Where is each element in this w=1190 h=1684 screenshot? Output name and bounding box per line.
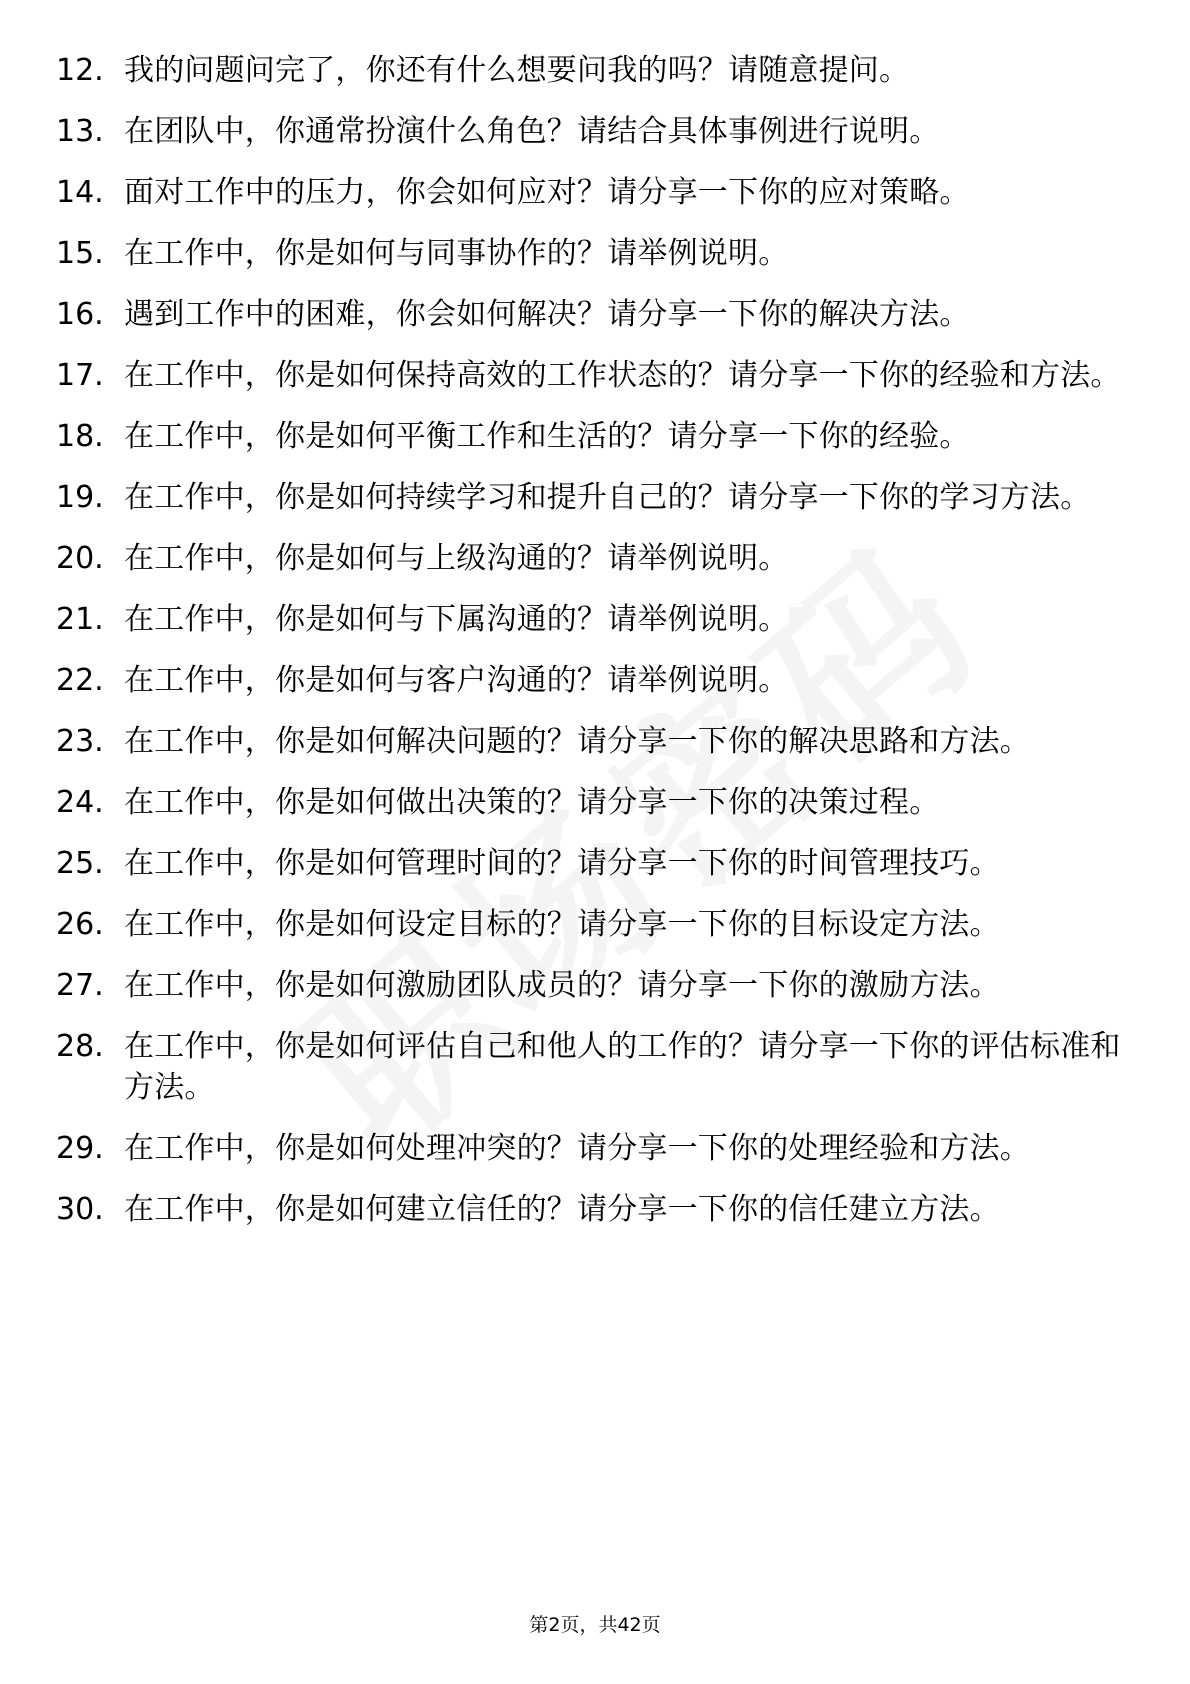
question-number: 28. xyxy=(56,1029,104,1064)
list-item xyxy=(56,233,1136,274)
question-text: 在工作中，你是如何处理冲突的？请分享一下你的处理经验和方法。 xyxy=(124,1131,1030,1166)
page-footer: 第2页，共42页 xyxy=(529,1614,661,1636)
question-number: 22. xyxy=(56,663,104,698)
question-number: 18. xyxy=(56,419,104,454)
question-text: 在工作中，你是如何建立信任的？请分享一下你的信任建立方法。 xyxy=(124,1192,1000,1227)
question-text: 在工作中，你是如何设定目标的？请分享一下你的目标设定方法。 xyxy=(124,907,1000,942)
question-number: 15. xyxy=(56,236,104,271)
question-text: 在工作中，你是如何激励团队成员的？请分享一下你的激励方法。 xyxy=(124,968,1000,1003)
question-number: 19. xyxy=(56,480,104,515)
question-number: 26. xyxy=(56,907,104,942)
list-item xyxy=(56,904,1136,945)
question-number: 20. xyxy=(56,541,104,576)
question-number: 12. xyxy=(56,53,104,88)
question-number: 24. xyxy=(56,785,104,820)
question-text: 在工作中，你是如何管理时间的？请分享一下你的时间管理技巧。 xyxy=(124,846,1000,881)
question-number: 30. xyxy=(56,1192,104,1227)
list-item xyxy=(56,294,1136,335)
list-item xyxy=(56,599,1136,640)
question-text: 在工作中，你是如何保持高效的工作状态的？请分享一下你的经验和方法。 xyxy=(124,358,1121,393)
list-item xyxy=(56,1128,1136,1169)
question-number: 13. xyxy=(56,114,104,149)
question-text: 面对工作中的压力，你会如何应对？请分享一下你的应对策略。 xyxy=(124,175,970,210)
question-number: 16. xyxy=(56,297,104,332)
question-text: 在团队中，你通常扮演什么角色？请结合具体事例进行说明。 xyxy=(124,114,940,149)
list-item xyxy=(56,477,1136,518)
question-number: 21. xyxy=(56,602,104,637)
list-item xyxy=(56,172,1136,213)
list-item xyxy=(56,416,1136,457)
question-text: 在工作中，你是如何持续学习和提升自己的？请分享一下你的学习方法。 xyxy=(124,480,1091,515)
question-text: 我的问题问完了，你还有什么想要问我的吗？请随意提问。 xyxy=(124,53,910,88)
list-item xyxy=(56,1026,1136,1108)
list-item xyxy=(56,355,1136,396)
question-number: 27. xyxy=(56,968,104,1003)
question-number: 25. xyxy=(56,846,104,881)
question-number: 23. xyxy=(56,724,104,759)
list-item xyxy=(56,721,1136,762)
list-item xyxy=(56,1189,1136,1230)
list-item xyxy=(56,782,1136,823)
question-number: 17. xyxy=(56,358,104,393)
question-text: 在工作中，你是如何与上级沟通的？请举例说明。 xyxy=(124,541,789,576)
question-text: 在工作中，你是如何平衡工作和生活的？请分享一下你的经验。 xyxy=(124,419,970,454)
list-item xyxy=(56,965,1136,1006)
list-item xyxy=(56,843,1136,884)
list-item xyxy=(56,50,1136,91)
question-text: 在工作中，你是如何与客户沟通的？请举例说明。 xyxy=(124,663,789,698)
question-text: 在工作中，你是如何评估自己和他人的工作的？请分享一下你的评估标准和方法。 xyxy=(124,1029,1121,1105)
question-text: 在工作中，你是如何解决问题的？请分享一下你的解决思路和方法。 xyxy=(124,724,1030,759)
question-text: 在工作中，你是如何做出决策的？请分享一下你的决策过程。 xyxy=(124,785,940,820)
list-item xyxy=(56,538,1136,579)
question-text: 在工作中，你是如何与同事协作的？请举例说明。 xyxy=(124,236,789,271)
question-text: 在工作中，你是如何与下属沟通的？请举例说明。 xyxy=(124,602,789,637)
list-item xyxy=(56,660,1136,701)
question-number: 14. xyxy=(56,175,104,210)
list-item xyxy=(56,111,1136,152)
question-number: 29. xyxy=(56,1131,104,1166)
question-list xyxy=(56,50,1136,1250)
question-text: 遇到工作中的困难，你会如何解决？请分享一下你的解决方法。 xyxy=(124,297,970,332)
